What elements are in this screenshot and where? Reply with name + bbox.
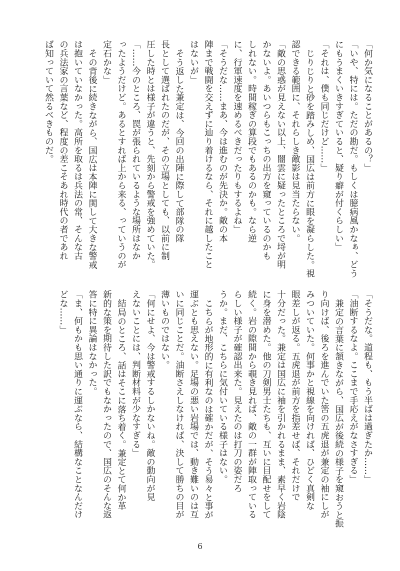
text-column: 新的な策を期待した訳でもなかったので、国広のそんな返 [101, 290, 111, 519]
text-column: 十分だった。兼定は国広に袖を引かれるまま、素早く岩陰 [275, 290, 285, 519]
text-column: に身を潜めた。他の刀剣男士たちも、互いに目配せをして [260, 290, 271, 519]
text-column: その背後に続きながら、国広は本陣に関して大きな警戒 [86, 48, 97, 269]
text-column: 「そうだな……まあ、今は進むのが先決か。敵の本 [217, 40, 227, 243]
text-column: えないことには、判断材料が少なすぎる」 [130, 290, 140, 458]
text-column: 「……今のところ、罠が張られているような場所はなか [130, 40, 140, 260]
text-column: はないが」 [188, 40, 198, 84]
upper-tier [40, 40, 374, 278]
text-column: いに同じことだ。油断さえしなければ、決して勝ちの目が [173, 290, 184, 519]
text-column: どな……」 [57, 290, 68, 334]
text-column: 答に特に異論はなかった。 [86, 290, 97, 396]
text-column: 「ま、何もかも思い通りに運ぶなら、結構なことなんだけ [72, 290, 82, 519]
text-column: 「何か気になることがあるの？」 [362, 40, 372, 172]
text-column: そう返した兼定は、今回の出陣に際して部隊の隊 [173, 48, 184, 243]
text-column: 結局のところ、話はそこに落ち着く。兼定とて何か革 [115, 298, 126, 510]
text-column: 続く。岩の隙間から覗き見れば、敵の一群が陣取っている [246, 290, 256, 519]
text-column: 眼差しが返る。五虎退が前方を指差せば、それだけで [289, 290, 300, 502]
text-column: しれない。時間稼ぎの算段でもあるのかも。なら逆 [246, 40, 256, 243]
text-column: 「油断するなよ。ここまで手応えがなさすぎる」 [347, 290, 358, 484]
text-column: 薄いものではない。 [159, 290, 169, 370]
text-column: みついていた。何事かと視線を向ければ、ひどく真剣な [304, 290, 314, 510]
text-column: 「敵の思惑が見えない以上、闇雲に疑ったところで埒が明 [275, 40, 285, 269]
text-column: 兼定の言葉に頷きながら、国広が後続の様子を窺おうと振 [333, 298, 343, 528]
text-column: 「いや、特には。ただの勘だ。もしくは臆病風かなぁ、どう [347, 40, 358, 278]
lower-tier [40, 290, 374, 528]
text-column: 「そうだな。道程も、もう半ばは過ぎたか……」 [362, 290, 372, 484]
text-column: 「何にせよ、今は警戒するしかないね。敵の動向が見 [144, 290, 155, 502]
text-column: 定石かな」 [101, 40, 111, 84]
text-column: かないよ。あいつらもこっちの出方を窺っているのかも [260, 40, 271, 260]
page-number: 6 [197, 542, 203, 551]
text-column: ば知っていて然るべきものだ。 [43, 40, 53, 164]
text-column: らしい様子が確認出来た。見えたのは打刀の姿だろ [231, 290, 242, 493]
text-column: 長として選ばれたのだが、その立場としても、以前に制 [159, 40, 169, 260]
text-column: 圧した時とは様子が違うと、先刻から警戒を強めていた。 [144, 40, 155, 269]
text-column: に、行軍速度を速めるべきだったりもするよね」 [231, 40, 242, 234]
text-column: 運ぶとも思えない。足場の悪い岩場では、動き難いのは互 [188, 290, 198, 519]
text-column: の兵法家の言葉など、程度の差こそあれ時代の者であれ [57, 40, 68, 260]
text-column: ったようだけど。あるとすれば上から来る、っていうのが [115, 40, 126, 269]
text-column: 認できる範囲に、それらしき敵影は見当たらない。 [289, 40, 300, 243]
text-column: にもうまくいきすぎていると、疑り癖が付くらしい」 [333, 40, 343, 252]
text-column: 陣まで戦闘を交えずに辿り着けるなら、それに越したこと [202, 40, 213, 269]
text-column: じりじりと砂を踏みしめ、国広は前方に眼を凝らした。視 [304, 48, 314, 278]
text-column: うか。まだ、こちらに気付いている様子はない。 [217, 290, 227, 484]
text-column: 「それは、僕も同じだけど……」 [318, 40, 329, 172]
text-column: は抱いていなかった。高所を取るは兵法の常、そんな古 [72, 40, 82, 260]
text-column: こちらが地形的に有利なのは確かだが、そう易々と事が [202, 298, 213, 519]
text-column: り向けば、後ろを進んでいた筈の五虎退が兼定の袖にしが [318, 290, 329, 519]
